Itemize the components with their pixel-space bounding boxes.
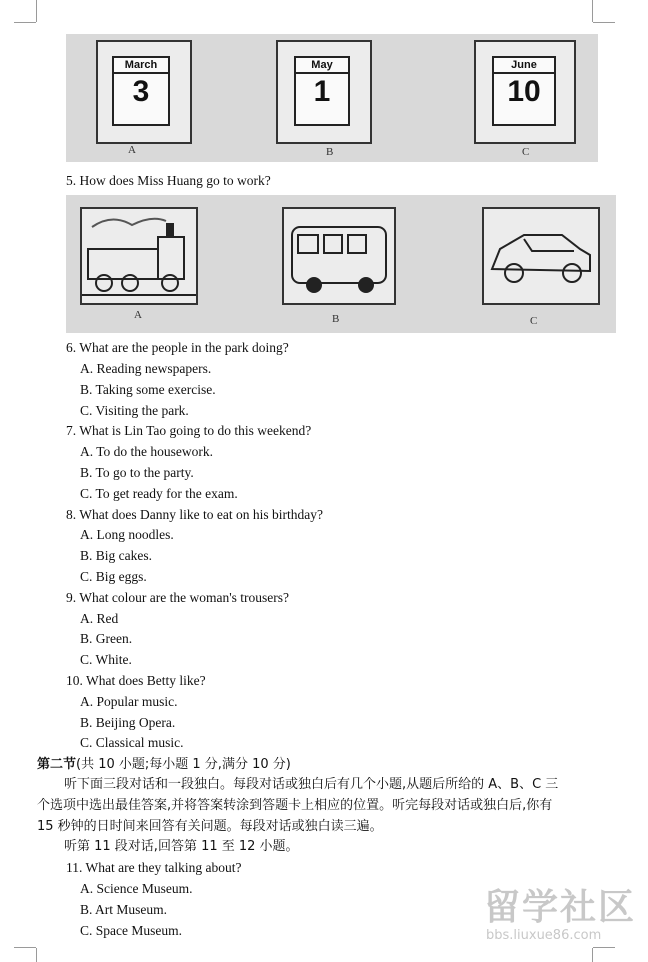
option-b: B. Big cakes. [80, 548, 152, 563]
option-a: A. Reading newspapers. [80, 361, 212, 376]
option-c: C. Classical music. [80, 735, 184, 750]
section-heading [37, 755, 291, 774]
crop-mark [592, 948, 593, 962]
watermark-url: bbs.liuxue86.com [486, 928, 602, 943]
instruction-line: 个选项中选出最佳答案,并将答案转涂到答题卡上相应的位置。听完每段对话或独白后,你有 [37, 798, 553, 813]
crop-mark [36, 948, 37, 962]
option-label-b: B [326, 146, 334, 158]
question-7: 7. What is Lin Tao going to do this weekend? [66, 423, 312, 438]
calendar-frame-a [96, 40, 192, 144]
train-icon [82, 209, 196, 303]
question-8: 8. What does Danny like to eat on his birthday? [66, 507, 323, 522]
option-c: C. White. [80, 652, 132, 667]
crop-mark [593, 947, 615, 948]
section-scoring: (共 10 小题;每小题 1 分,满分 10 分) [76, 757, 291, 772]
option-c: C. Visiting the park. [80, 403, 189, 418]
question-5: 5. How does Miss Huang go to work? [66, 173, 271, 188]
option-c: C. Big eggs. [80, 569, 147, 584]
q4-calendar-photo [66, 34, 598, 162]
section-title: 第二节 [37, 757, 77, 772]
calendar-frame-b [276, 40, 372, 144]
question-9: 9. What colour are the woman's trousers? [66, 590, 289, 605]
option-b: B. Art Museum. [80, 902, 168, 917]
instruction-line: 听下面三段对话和一段独白。每段对话或独白后有几个小题,从题后所给的 A、B、C 三 [64, 777, 559, 792]
option-label-a: A [134, 309, 142, 321]
option-b: B. To go to the party. [80, 465, 194, 480]
sub-instruction: 听第 11 段对话,回答第 11 至 12 小题。 [64, 839, 299, 854]
question-11: 11. What are they talking about? [66, 860, 242, 875]
option-a: A. To do the housework. [80, 444, 214, 459]
option-label-a: A [128, 144, 136, 156]
question-6: 6. What are the people in the park doing? [66, 340, 289, 355]
crop-mark [36, 0, 37, 22]
option-a: A. Popular music. [80, 694, 178, 709]
calendar-icon: June 10 [492, 56, 556, 126]
option-c: C. To get ready for the exam. [80, 486, 238, 501]
crop-mark [14, 22, 36, 23]
bus-frame [282, 207, 396, 305]
option-label-b: B [332, 313, 340, 325]
watermark-logo: 留学社区 [484, 887, 637, 928]
car-frame [482, 207, 600, 305]
option-b: B. Green. [80, 631, 133, 646]
option-a: A. Long noodles. [80, 527, 174, 542]
instruction-line: 15 秒钟的日时间来回答有关问题。每段对话或独白读三遍。 [37, 819, 383, 834]
option-c: C. Space Museum. [80, 923, 182, 938]
q5-transport-photo [66, 195, 616, 333]
option-b: B. Beijing Opera. [80, 715, 176, 730]
calendar-frame-c [474, 40, 576, 144]
option-b: B. Taking some exercise. [80, 382, 216, 397]
option-label-c: C [530, 315, 538, 327]
crop-mark [592, 0, 593, 22]
calendar-icon: May 1 [294, 56, 350, 126]
option-a: A. Red [80, 611, 119, 626]
car-icon [484, 209, 598, 303]
crop-mark [593, 22, 615, 23]
calendar-icon: March 3 [112, 56, 170, 126]
option-a: A. Science Museum. [80, 881, 193, 896]
bus-icon [284, 209, 394, 303]
option-label-c: C [522, 146, 530, 158]
question-10: 10. What does Betty like? [66, 673, 206, 688]
train-frame [80, 207, 198, 305]
crop-mark [14, 947, 36, 948]
